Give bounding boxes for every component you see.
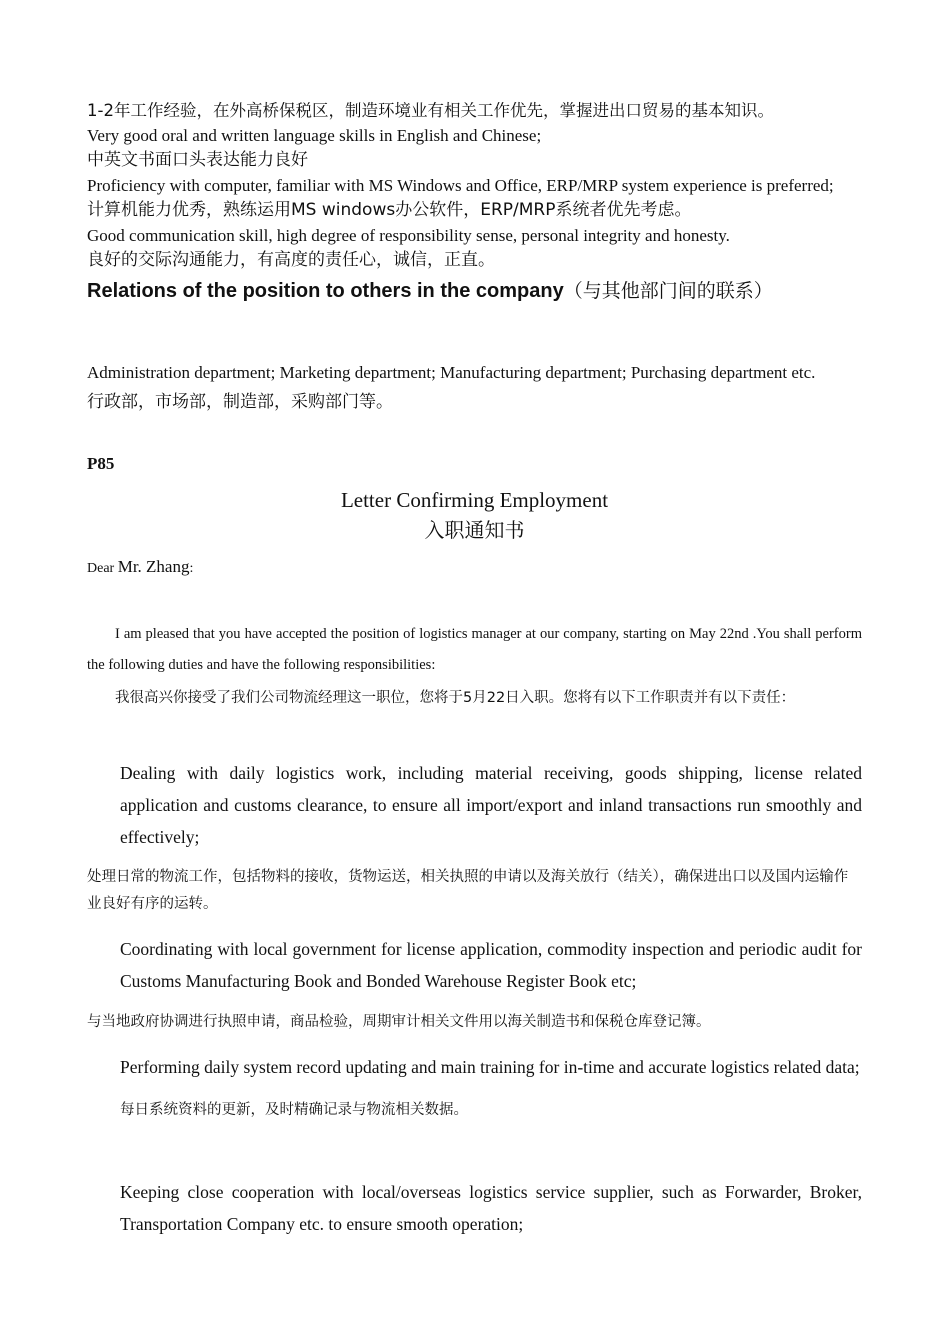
duty-2 xyxy=(87,933,862,1036)
relations-heading xyxy=(87,276,862,306)
letter-title xyxy=(87,485,862,545)
requirements-section xyxy=(87,98,862,306)
duty-1-zh: 处理日常的物流工作，包括物料的接收，货物运送，相关执照的申请以及海关放行（结关），确保进出口以及国内运输作业良好有序的运转。 xyxy=(87,869,849,912)
letter-title-zh: 入职通知书 xyxy=(424,518,525,542)
duty-4 xyxy=(87,1176,862,1240)
salutation xyxy=(87,557,862,577)
relations-heading-en: Relations of the position to others in the company xyxy=(87,280,564,302)
salutation-prefix: Dear xyxy=(87,561,115,576)
computer-requirement-zh: 计算机能力优秀，熟练运用MS windows办公软件，ERP/MRP系统者优先考虑。 xyxy=(87,200,692,220)
letter-body xyxy=(87,619,862,714)
duty-2-zh: 与当地政府协调进行执照申请，商品检验，周期审计相关文件用以海关制造书和保税仓库登记簿。 xyxy=(87,1014,711,1030)
salutation-suffix: : xyxy=(189,561,194,576)
intro-en: I am pleased that you have accepted the position of logistics manager at our company, starting on May 22nd .You shall perform the following duties and have the following responsibilities: xyxy=(87,626,862,673)
communication-requirement-zh: 良好的交际沟通能力，有高度的责任心，诚信，正直。 xyxy=(87,250,495,270)
duty-2-en: Coordinating with local government for license application, commodity inspection and periodic audit for Customs Manufacturing Book and Bonded Warehouse Register Book etc; xyxy=(120,939,862,991)
language-requirement-en: Very good oral and written language skills in English and Chinese; xyxy=(87,126,542,145)
duty-1 xyxy=(87,757,862,918)
experience-requirement: 1-2年工作经验，在外高桥保税区，制造环境业有相关工作优先，掌握进出口贸易的基本知识。 xyxy=(87,101,774,120)
departments-en: Administration department; Marketing department; Manufacturing department; Purchasing department etc. xyxy=(87,363,816,382)
computer-requirement-en: Proficiency with computer, familiar with MS Windows and Office, ERP/MRP system experience is preferred; xyxy=(87,176,834,195)
duty-3-zh: 每日系统资料的更新，及时精确记录与物流相关数据。 xyxy=(120,1102,468,1118)
departments-zh: 行政部，市场部，制造部，采购部门等。 xyxy=(87,392,393,412)
duty-4-en: Keeping close cooperation with local/overseas logistics service supplier, such as Forwarder, Broker, Transportation Company etc. to ensure smooth operation; xyxy=(120,1182,862,1234)
page-number: P85 xyxy=(87,454,115,473)
duty-1-en: Dealing with daily logistics work, including material receiving, goods shipping, license related application and customs clearance, to ensure all import/export and inland transactions run smoothly and effectively; xyxy=(120,763,862,847)
communication-requirement-en: Good communication skill, high degree of responsibility sense, personal integrity and honesty. xyxy=(87,226,730,245)
intro-zh: 我很高兴你接受了我们公司物流经理这一职位，您将于5月22日入职。您将有以下工作职责并有以下责任： xyxy=(115,690,796,706)
relations-section xyxy=(87,360,862,415)
duty-3 xyxy=(87,1051,862,1124)
language-requirement-zh: 中英文书面口头表达能力良好 xyxy=(87,150,308,170)
salutation-name: Mr. Zhang xyxy=(117,557,190,576)
page-marker xyxy=(87,454,862,474)
letter-title-en: Letter Confirming Employment xyxy=(340,488,609,512)
duty-3-en: Performing daily system record updating and main training for in-time and accurate logistics related data; xyxy=(120,1057,860,1077)
relations-heading-zh: （与其他部门间的联系） xyxy=(563,280,773,302)
